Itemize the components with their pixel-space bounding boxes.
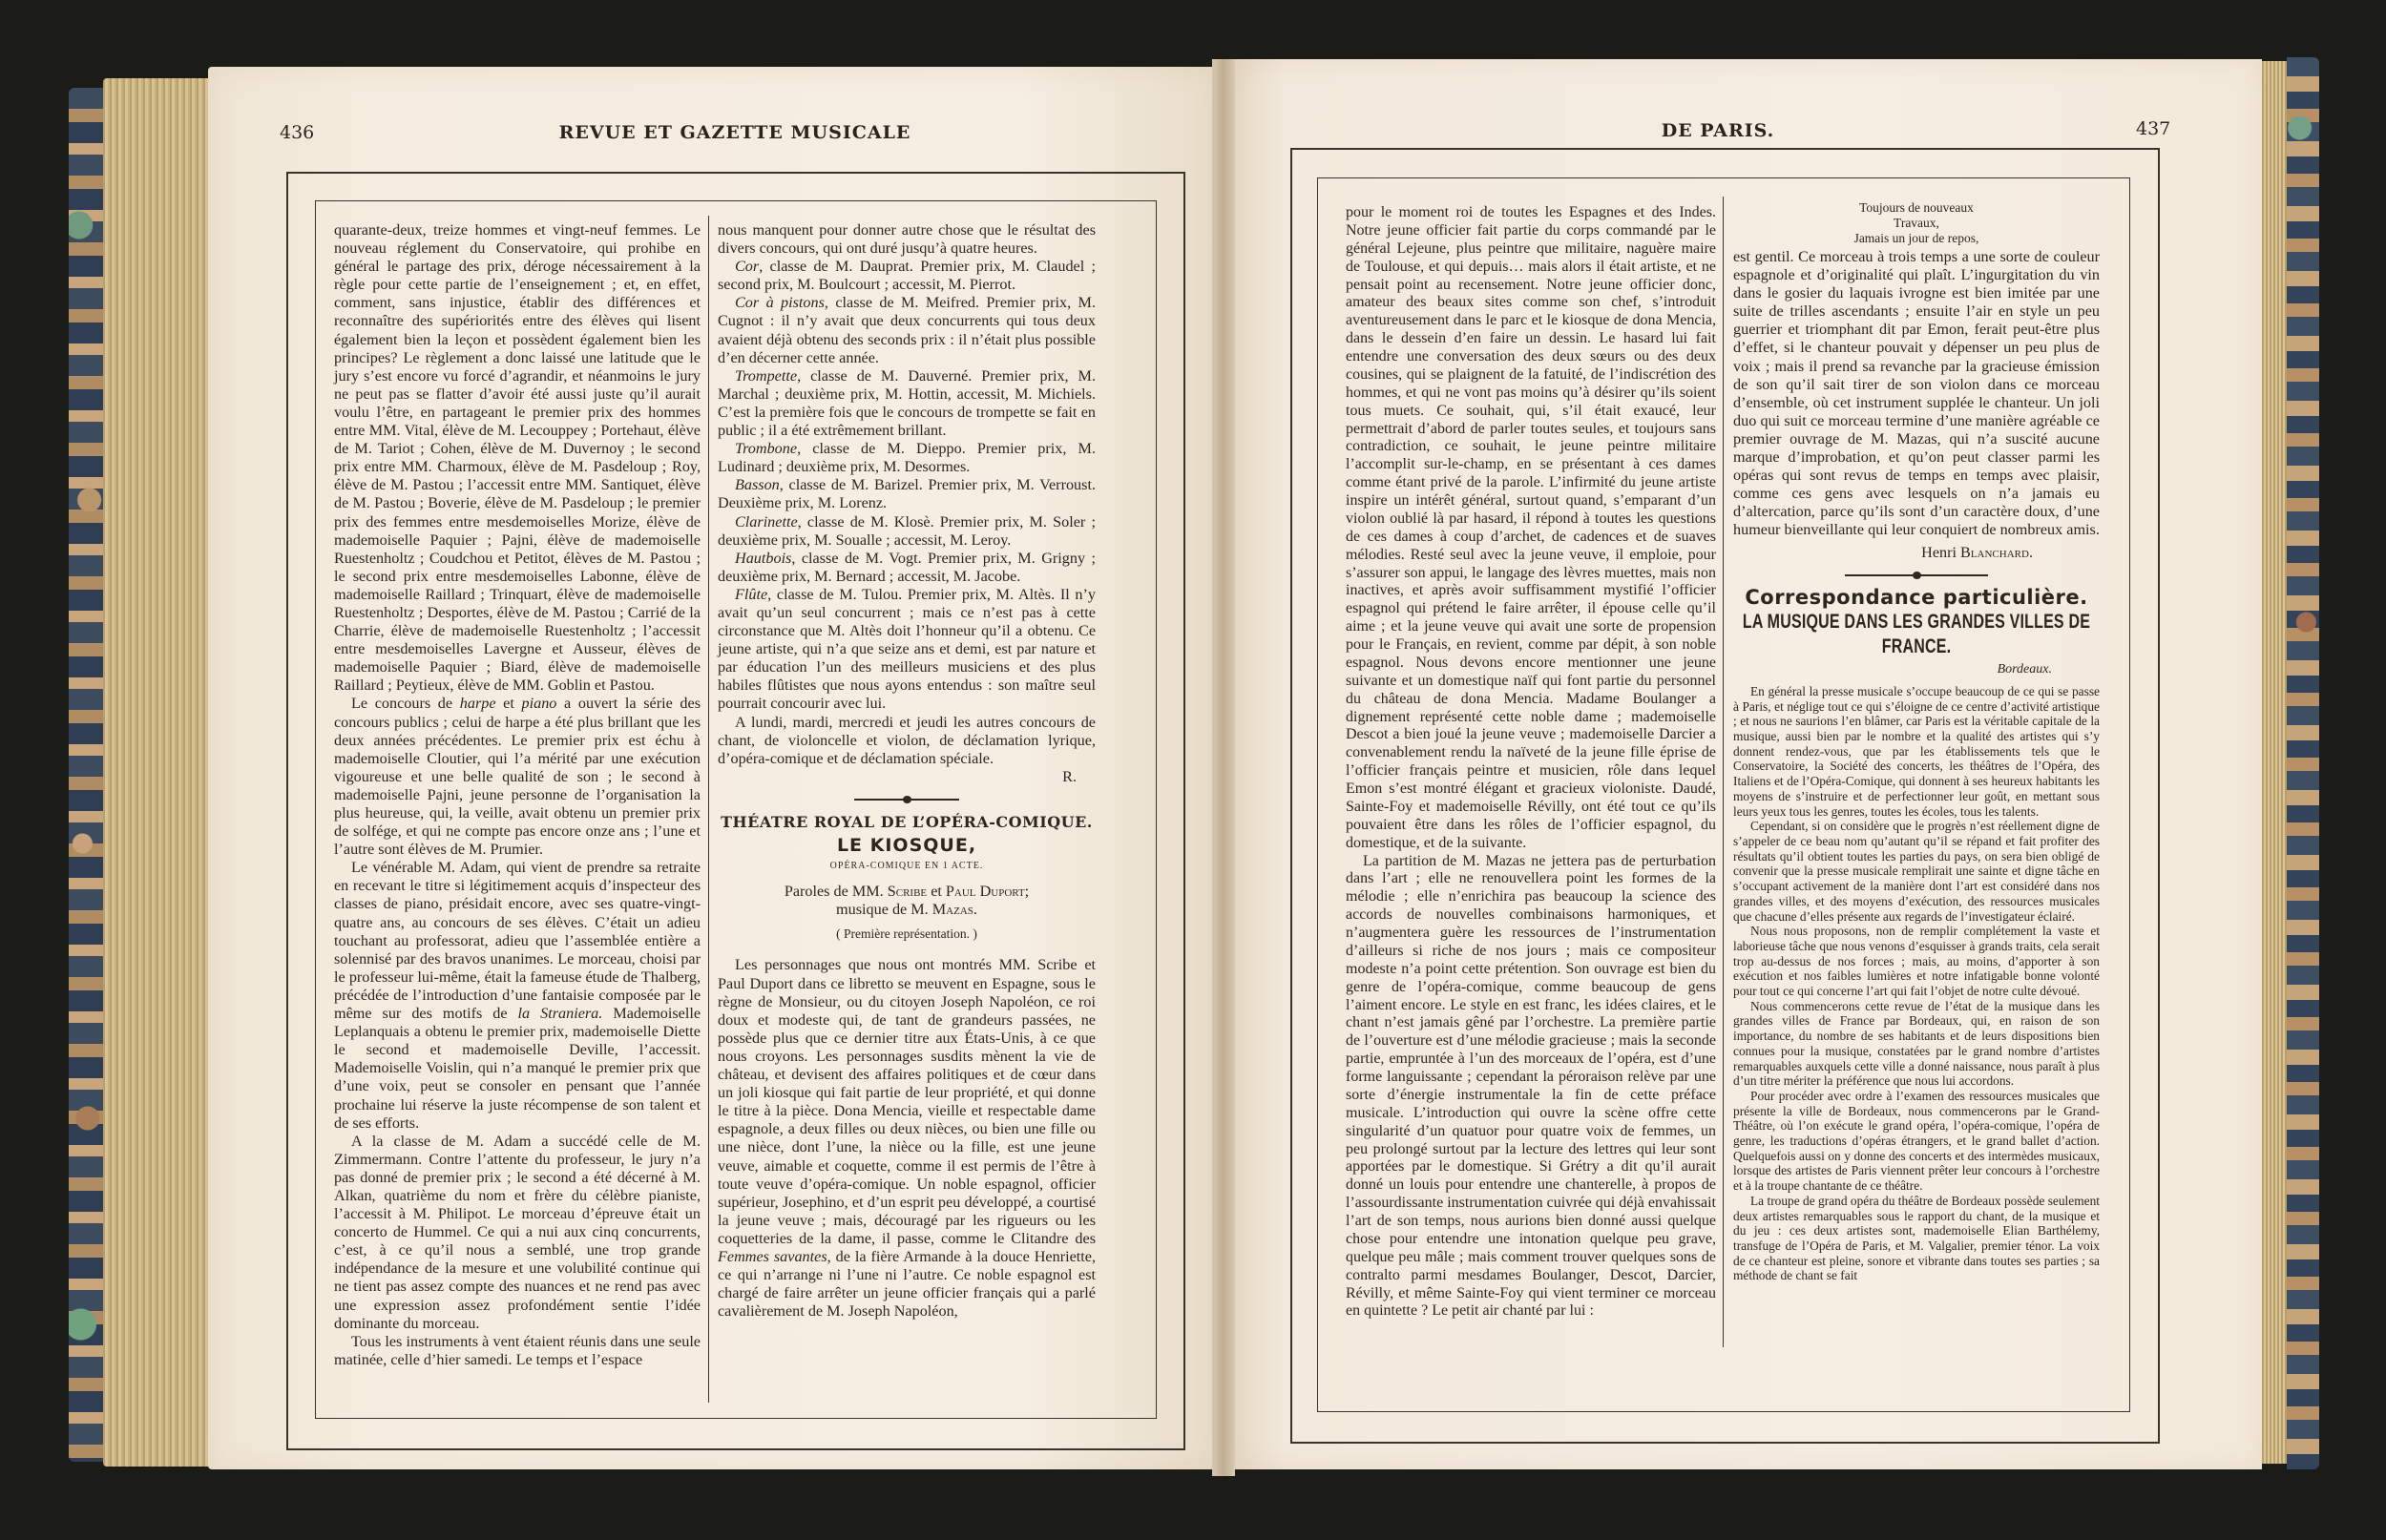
paragraph: Tous les instruments à vent étaient réunis dans une seule matinée, celle d’hier samedi. Le temps et l’espace — [334, 1332, 701, 1368]
italic-term: Femmes savantes — [718, 1247, 827, 1265]
paragraph: Pour procéder avec ordre à l’examen des ressources musicales que présente la ville de Bordeaux, nous commencerons par le Grand-Théâtre, où l’on exécute le grand opéra, l’opéra-comique, l’opéra de genre, les traductions d’opéras étrangers, et le grand ballet d’action. Quelquefois aussi on y donne des concerts et des intermèdes musicaux, lorsque des artistes de Paris viennent prêter leur concours à l’orchestre et à la troupe chantante de ce théâtre. — [1733, 1088, 2100, 1194]
page-number-right: 437 — [2136, 118, 2171, 139]
verse-line: Toujours de nouveaux — [1859, 200, 1974, 215]
paragraph: Basson, classe de M. Barizel. Premier prix, M. Verroust. Deuxième prix, M. Lorenz. — [718, 476, 1096, 512]
italic-term: Cor — [735, 258, 760, 276]
paragraph: Nous commencerons cette revue de l’état de la musique dans les grandes villes de France par Bordeaux, qui, en raison de son importance, du nombre de ses habitants et de leurs dispositions bien connues pour la musique, constatées par le grand nombre d’artistes remarquables auxquels cette ville a donné naissance, nous paraît à plus d’un titre mériter la préférence que nous lui accordons. — [1733, 998, 2100, 1089]
paragraph: La partition de M. Mazas ne jettera pas de perturbation dans l’art ; elle ne renouvellera point les formes de la mélodie ; elle n’enrichira pas beaucoup la science des accords de nouvelles combinaisons harmoniques, et n’augmentera guère les ressources de l’instrumentation d’ailleurs si riche de nos jours ; mais ce compositeur modeste n’a point cette prétention. Son ouvrage est bien du genre de l’opéra-comique, comme beaucoup de gens l’aiment encore. Le style en est franc, les idées claires, et le chant n’est jamais gêné par l’orchestre. La première partie de l’ouverture est d’une mélodie gracieuse ; mais la seconde partie, empruntée à l’un des morceaux de l’opéra, est d’une forme languissante ; cependant la péroraison relève par une sorte d’énergie instrumentale la fin de cette préface musicale. L’introduction qui ouvre la scène offre cette singularité d’un quatuor pour quatre voix de femmes, un peu prolongé surtout par la lecture des lettres qui leur sont apportées par le domestique. Si Grétry a dit qu’il aurait donné un louis pour entendre une chanterelle, à propos de l’assourdissante instrumentation cuivrée qui déjà envahissait l’art de son temps, nous aurions bien donné aussi quelque chose pour entendre une intonation quelque peu grave, quelque peu mâle ; mais comment trouver quelques sons de contralto parmi mesdames Boulanger, Descot, Darcier, Révilly, et même Sainte-Foy qui vient terminer ce morceau en quintette ? Le petit air chanté par lui : — [1346, 852, 1716, 1320]
paragraph: En général la presse musicale s’occupe beaucoup de ce qui se passe à Paris, et néglige tout ce qui s’éloigne de ce centre d’activité artistique ; et nous ne saurions l’en blâmer, car Paris est la véritable capitale de la musique, aussi bien par le nombre et la qualité des artistes qui s’y donnent rendez-vous, que par les établissements tels que le Conservatoire, la Société des concerts, les théâtres de l’Opéra, des Italiens et de l’Opéra-Comique, qui donnent à ses heureux habitants les moyens de s’instruire et de perfectionner leur goût, en mettant sous leurs yeux tous les genres, toutes les écoles, tous les talents. — [1733, 683, 2100, 819]
signature-first-name: Henri — [1921, 543, 1957, 561]
paragraph: Les personnages que nous ont montrés MM. Scribe et Paul Duport dans ce libretto se meuvent en Espagne, sous le règne de Monsieur, ou du citoyen Joseph Napoléon, ce roi doux et modeste qui, de tant de grandeurs passées, ne possède plus que ce dernier titre aux États-Unis, à ce que nous croyons. Les personnages susdits mènent la vie de château, et devisent des affaires politiques et de cœur dans un joli kiosque qui fait partie de leur propriété, et qui donne le titre à la pièce. Dona Mencia, vieille et respectable dame espagnole, a deux filles ou deux nièces, ou bien une fille ou une nièce, dont l’une, la nièce ou la fille, est une jeune veuve, aimable et coquette, comme il est permis de l’être à toute veuve d’opéra-comique. Un noble espagnol, officier supérieur, Josephino, et d’un esprit peu développé, a courtisé la jeune veuve ; mais, découragé par les rigueurs ou les coquetteries de la dame, il passe, comme le Clitandre des Femmes savantes, de la fière Armande à la douce Henriette, ce qui n’arrange ni l’une ni l’autre. Ce noble espagnol est chargé de faire arrêter un jeune officier français qui a parlé cavalièrement de M. Joseph Napoléon, — [718, 956, 1097, 1321]
review-conclusion: est gentil. Ce morceau à trois temps a une sorte de couleur espagnole et d’originalité qui plaît. L’ingurgitation du vin dans le gosier du laquais ivrogne est bien imitée par une suite de trilles ascendants ; ensuite l’air en style un peu guerrier et triomphant dit par Emon, ferait peut-être plus d’effet, si le chanteur pouvait y dépenser un peu plus de voix ; mais il prend sa revanche par la gracieuse émission de son qu’il sait tirer de son violon dans ce morceau d’ensemble, où cet instrument supplée le chanteur. Un joli duo qui suit ce morceau termine d’une manière agréable ce premier ouvrage de M. Mazas, qui n’a suscité aucune marque d’improbation, et qu’on peut classer parmi les opéras qui sont revus de temps en temps avec plaisir, comme ces gens avec lesquels on n’a jamais eu d’altercation, parce qu’ils sont d’un caractère doux, d’une humeur bienveillante qui leur conquiert de nombreux amis. — [1733, 248, 2100, 539]
ornament-divider — [854, 796, 959, 803]
italic-term: Cor à pistons — [735, 294, 825, 312]
credits-author-scribe: Scribe — [887, 883, 928, 901]
credits-composer-mazas: Mazas — [931, 901, 973, 919]
credits-suffix: ; — [1024, 883, 1030, 901]
paragraph: Trompette, classe de M. Dauverné. Premier prix, M. Marchal ; deuxième prix, M. Hottin, accessit, M. Michiels. C’est la première fois que le concours de trompette se fait en public ; il a été extrêmement brillant. — [718, 366, 1096, 440]
page-number-left: 436 — [280, 122, 315, 143]
running-head-left: REVUE ET GAZETTE MUSICALE — [558, 122, 911, 143]
author-signature — [1733, 544, 2100, 562]
italic-term: Trombone — [735, 440, 798, 458]
page-block-left-edge — [103, 78, 210, 1467]
play-title: LE KIOSQUE, — [836, 835, 977, 856]
book-cover-left-edge — [69, 88, 103, 1462]
paragraph: Nous nous proposons, non de remplir complétement la vaste et laborieuse tâche que nous venons d’esquisser à grands traits, cela serait trop au-dessus de nos forces ; mais, au moins, d’apporter à son exécution et nos faibles lumières et notre infatigable bonne volonté pour tout ce qui concerne l’art qui fait l’objet de notre culte dévoué. — [1733, 924, 2100, 999]
book-gutter — [1212, 59, 1235, 1476]
column-divider-left — [708, 216, 709, 1403]
left-page-column-2 — [718, 221, 1096, 1321]
premiere-note: ( Première représentation. ) — [836, 926, 977, 942]
right-page-column-2 — [1733, 200, 2100, 1283]
article-signature-r: R. — [1062, 767, 1077, 785]
left-page-column-1 — [334, 221, 701, 1369]
music-suffix: . — [973, 901, 977, 919]
column-divider-right — [1723, 197, 1724, 1347]
paragraph: Le vénérable M. Adam, qui vient de prendre sa retraite en recevant le titre si légitimement acquis d’inspecteur des classes de piano, présidait encore, avec ses quatre-vingt-quatre ans, au concours de ses élèves. C’était un adieu touchant au professorat, adieu que l’assemblée entière a solennisé par des bravos unanimes. Le morceau, choisi par le professeur lui-même, était la fameuse étude de Thalberg, précédée de l’introduction d’une fantaisie composée par le même sur des motifs de la Straniera. Mademoiselle Leplanquais a obtenu le premier prix, mademoiselle Diette le second et mademoiselle Deville, l’accessit. Mademoiselle Voislin, qui n’a manqué le premier prix que d’une voix, peut se consoler en pensant que l’année prochaine lui réserve la juste récompense de son talent et de ses efforts. — [334, 859, 701, 1132]
ornament-divider-right — [1845, 572, 1988, 579]
right-page-column-1 — [1346, 204, 1716, 1321]
book-cover-right-edge — [2287, 57, 2319, 1469]
paragraph: quarante-deux, treize hommes et vingt-neuf femmes. Le nouveau réglement du Conservatoire, qui prohibe en général le partage des prix, déroge nécessairement à la règle pour cette partie de l’enseignement ; et, en effet, comment, sans injustice, établir des différences et reconnaître des supériorités entre des élèves qui lisent également bien la leçon et possèdent également bien les principes? Le règlement a donc laissé une latitude que le jury s’est encore vu forcé d’agrandir, et néanmoins le jury ne peut pas se flatter d’avoir été aussi juste qu’il aurait voulu l’être, en partageant le premier prix des hommes entre MM. Vital, élève de M. Lecouppey ; Portehaut, élève de M. Tariot ; Cohen, élève de M. Duvernoy ; le second prix entre MM. Charmoux, élève de M. Pasdeloup ; Roy, élève de M. Pastou ; l’accessit entre MM. Santiquet, élève de M. Pastou ; Boverie, élève de M. Pasdeloup ; le premier prix des femmes entre mesdemoiselles Morize, élève de mademoiselle Paquier ; Pajni, élève de mademoiselle Ruestenholtz ; Coudchou et Petitot, élèves de M. Pastou ; le second prix entre mesdemoiselles Labonne, élève de mademoiselle Raillard ; Trinquart, élève de mademoiselle Ruestenholtz ; Desportes, élève de M. Pastou ; Carrié de la Charrie, élève de mademoiselle Ruestenholtz ; l’accessit entre mesdemoiselles Lavergne et Ausseur, élèves de mademoiselle Paquier ; Biard, élève de mademoiselle Raillard ; Peytieux, élève de MM. Goblin et Pastou. — [334, 221, 701, 695]
paragraph: pour le moment roi de toutes les Espagnes et des Indes. Notre jeune officier fait partie du corps commandé par le général Lejeune, plus peintre que militaire, naguère maire de Toulouse, et qui depuis… mais alors il était artiste, et ne pensait point au recensement. Notre jeune officier donc, amateur des beaux sites comme son chef, s’introduit aventureusement dans le parc et le kiosque de dona Mencia, dans le dessein d’en faire un dessin. Le hasard lui fait entendre une conversation des deux sœurs ou des deux cousines, qui se plaignent de la fatuité, de l’indiscrétion des hommes, et qui ne vont pas moins qu’à désirer qu’ils soient tous muets. Ce souhait, qui, s’il était exaucé, leur permettrait d’abord de parler toutes seules, et toujours sans contradiction, ce souhait, le jeune peintre militaire l’accomplit sur-le-champ, en se présentant à ces dames comme étant privé de la parole. L’infirmité du jeune artiste inspire un intérêt général, surtout quand, s’emparant d’un violon oublié là par hasard, il répond à toutes les questions de ces dames à coup d’archet, de cadences et de suaves mélodies. Resté seul avec la jeune veuve, il emploie, pour s’assurer son appui, le langage des lèvres muettes, mais non inactives, et après avoir suffisamment mystifié l’officier espagnol qui prétend le faire arrêter, il épouse celle qu’il aime ; et la jeune veuve qui avait une sorte de propension pour le Français, en revient, comme par dépit, à son noble espagnol. Nous devons encore mentionner une jeune suivante et un domestique naïf qui font partie du personnel du château de dona Mencia. Madame Boulanger a dignement représenté cette noble dame ; mademoiselle Descot a bien joué la jeune veuve ; mademoiselle Darcier a convenablement rendu la naïveté de la jeune fille éprise de l’officier français peintre et musicien, rôle dans lequel Emon s’est montré élégant et gracieux violoniste. Daudé, Sainte-Foy et mademoiselle Révilly, ont été tout ce qu’ils pouvaient être dans les rôles de l’officier espagnol, du domestique, et de la suivante. — [1346, 204, 1716, 851]
italic-term: Flûte — [735, 585, 768, 603]
paragraph: Trombone, classe de M. Dieppo. Premier prix, M. Ludinard ; deuxième prix, M. Desormes. — [718, 440, 1096, 476]
paragraph: Clarinette, classe de M. Klosè. Premier prix, M. Soler ; deuxième prix, M. Soualle ; accessit, M. Leroy. — [718, 512, 1096, 549]
paragraph: Hautbois, classe de M. Vogt. Premier prix, M. Grigny ; deuxième prix, M. Bernard ; accessit, M. Jacobe. — [718, 549, 1096, 585]
paragraph: Flûte, classe de M. Tulou. Premier prix, M. Altès. Il n’y avait qu’un seul concurrent ; mais ce n’est pas à cette circonstance que M. Altès doit l’honneur qu’il a obtenu. Ce jeune artiste, qui n’a que seize ans et demi, est par nature et par éducation l’un des meilleurs musiciens et des plus habiles flûtistes que nous ayons entendus : son maître seul pourrait concourir avec lui. — [718, 585, 1096, 713]
italic-term: Clarinette — [735, 512, 798, 531]
wind-instruments-results — [718, 221, 1096, 768]
kiosque-review — [718, 956, 1096, 1321]
paragraph: Cor, classe de M. Dauprat. Premier prix, M. Claudel ; second prix, M. Boulcourt ; accessit, M. Pierrot. — [718, 258, 1096, 294]
verse-line: Jamais un jour de repos, — [1853, 231, 1979, 245]
italic-term: Hautbois — [735, 549, 792, 567]
theatre-heading: THÉATRE ROYAL DE L’OPÉRA-COMIQUE. — [721, 812, 1093, 831]
paragraph: nous manquent pour donner autre chose que le résultat des divers concours, qui ont duré jusqu’à quatre heures. — [718, 221, 1096, 258]
italic-term: Trompette — [735, 366, 798, 385]
italic-term: piano — [521, 695, 557, 713]
play-subtitle: OPÉRA-COMIQUE EN 1 ACTE. — [829, 861, 984, 872]
signature-last-name: Blanchard. — [1960, 543, 2033, 561]
running-head-right: DE PARIS. — [1661, 120, 1775, 141]
verse-line: Travaux, — [1894, 216, 1939, 230]
credits-author-duport: Paul Duport — [945, 883, 1025, 901]
verse-quotation — [1733, 200, 2100, 246]
italic-term: Basson — [735, 476, 780, 494]
credits-line-1 — [718, 883, 1096, 901]
music-prefix: musique de M. — [836, 901, 929, 919]
paragraph: A lundi, mardi, mercredi et jeudi les autres concours de chant, de violoncelle et violon, de déclamation lyrique, d’opéra-comique et de déclamation spéciale. — [718, 713, 1096, 767]
city-bordeaux: Bordeaux. — [1997, 661, 2052, 676]
correspondance-text — [1733, 684, 2100, 1283]
italic-term: la Straniera. — [517, 1005, 603, 1023]
credits-and: et — [931, 883, 942, 901]
paragraph: Cor à pistons, classe de M. Meifred. Premier prix, M. Cugnot : il n’y avait que deux concurrents qui tous deux avaient déjà obtenu des seconds prix : il n’était plus possible d’en décerner cette année. — [718, 294, 1096, 366]
page-block-right-edge — [2262, 61, 2289, 1464]
credits-line-2 — [718, 901, 1096, 919]
paragraph: A la classe de M. Adam a succédé celle de M. Zimmermann. Contre l’attente du professeur, le jury n’a pas donné de premier prix ; le second a été décerné à M. Alkan, quatrième du nom et frère du célèbre pianiste, l’accessit à M. Philipot. Le morceau d’épreuve était un concerto de Hummel. Ce qui a nui aux cinq concurrents, c’est, à ce qu’il nous a semblé, une trop grande indépendance de la mesure et une volubilité continue qui ne tient pas assez compte des nuances et ne rend pas avec une expression assez profondément sentie l’idée dominante du morceau. — [334, 1132, 701, 1332]
paragraph: Le concours de harpe et piano a ouvert la série des concours publics ; celui de harpe a été plus brillant que les deux années précédentes. Le premier prix est échu à mademoiselle Cloutier, qui l’a mérité par une exécution vigoureuse et une belle qualité de son ; le second à mademoiselle Pajni, jeune personne de l’organisation la plus heureuse, qui, la veille, avait obtenu un premier prix de solfége, et qui ne compte pas encore onze ans ; l’une et l’autre sont élèves de M. Prumier. — [334, 695, 701, 859]
paragraph: La troupe de grand opéra du théâtre de Bordeaux possède seulement deux artistes remarquables sous le rapport du chant, de la musique et du jeu : ces deux artistes sont, mademoiselle Elian Barthélemy, transfuge de l’Opéra de Paris, et M. Valgalier, premier ténor. La voix de ce chanteur est pleine, sonore et vibrante dans toutes ses parties ; sa méthode de chant se fait — [1733, 1193, 2100, 1283]
italic-term: harpe — [459, 695, 496, 713]
paragraph: Cependant, si on considère que le progrès n’est réellement digne de s’appeler de ce beau nom qu’autant qu’il se répand et fait profiter des résultats qu’il obtient toutes les parties du pays, on sera bien obligé de convenir que la presse musicale remplirait une sainte et digne tâche en s’occupant activement de la manière dont l’art est considéré dans nos grandes villes, et des moyens d’exécution, des ressources musicales que chacune d’elles présente aux regards de l’investigateur éclairé. — [1733, 819, 2100, 924]
credits-prefix: Paroles de MM. — [784, 883, 884, 901]
correspondance-heading: Correspondance particulière. — [1745, 585, 2088, 609]
musique-heading: LA MUSIQUE DANS LES GRANDES VILLES DE FRANCE. — [1742, 611, 2091, 658]
